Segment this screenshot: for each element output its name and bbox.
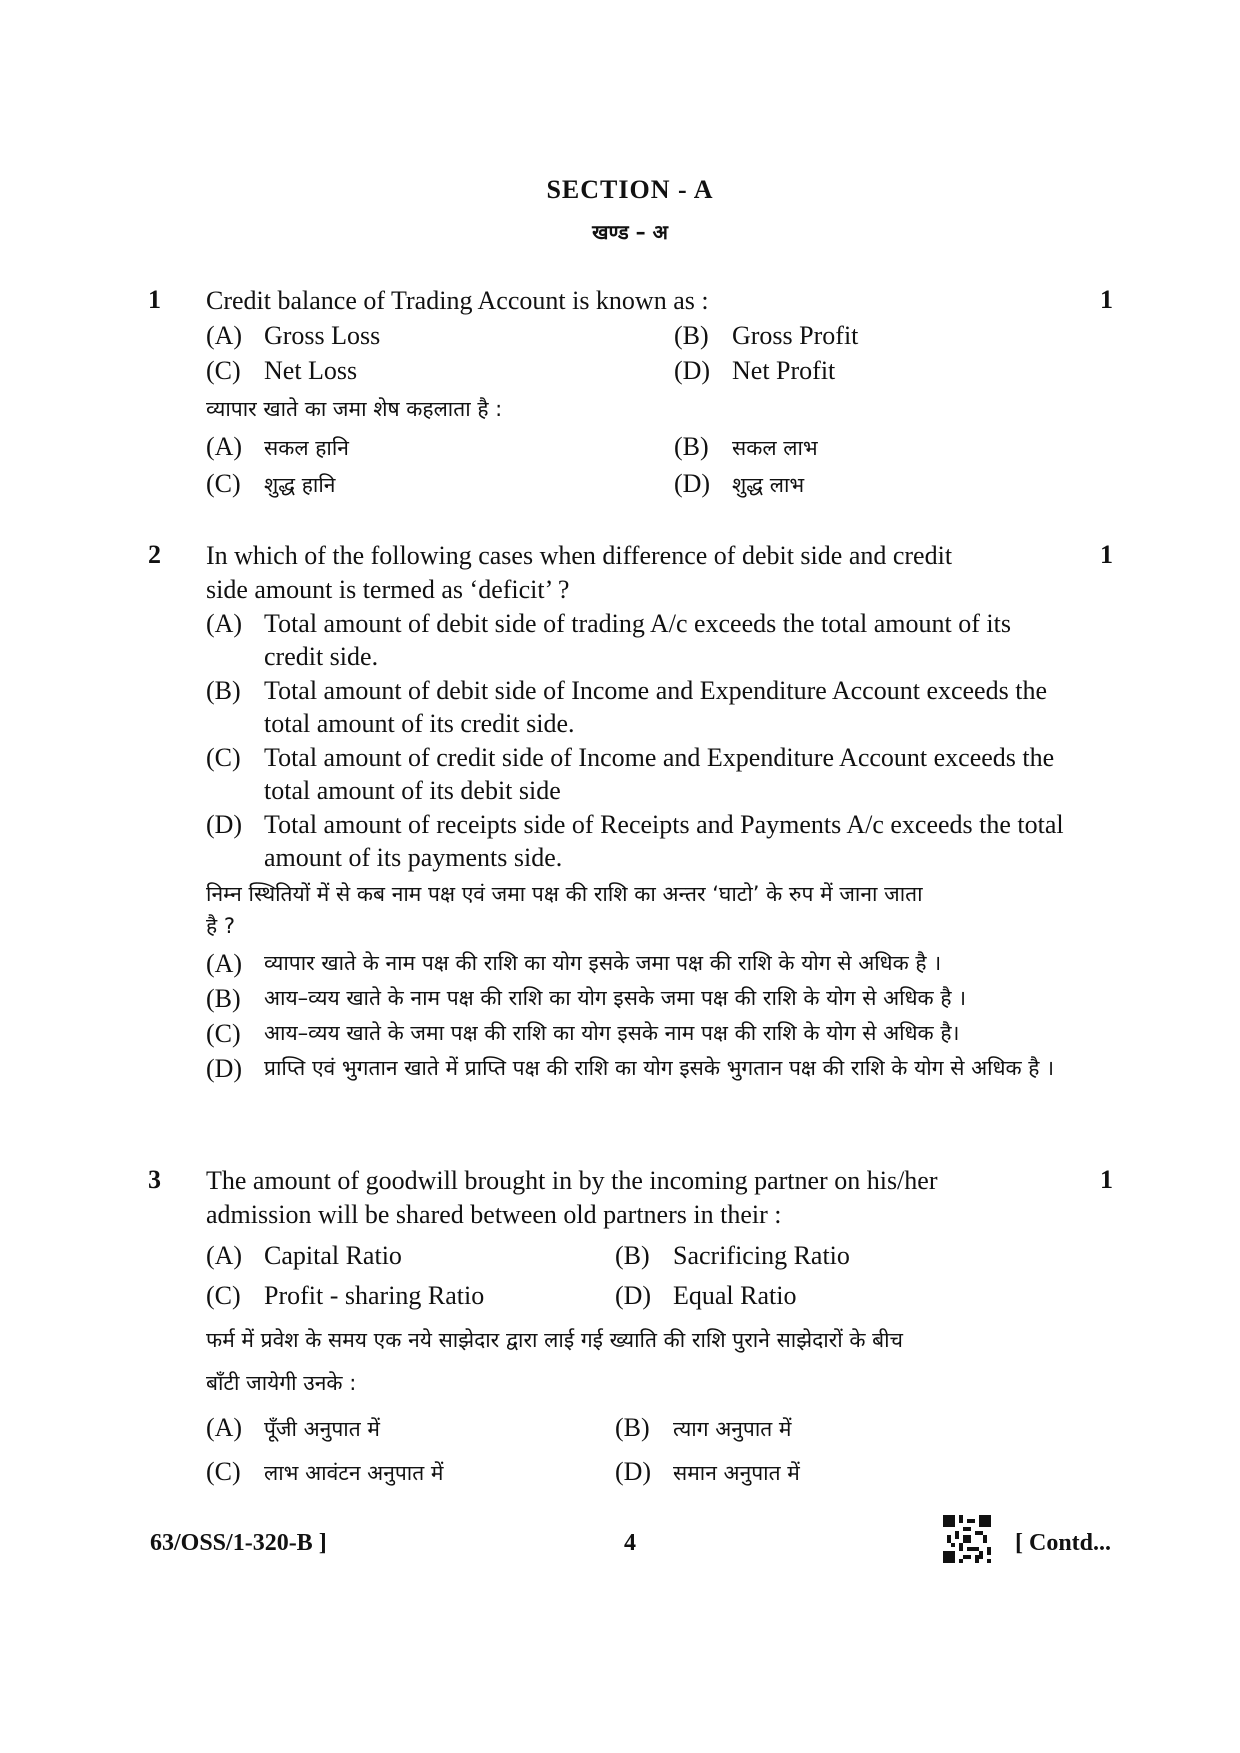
option-c-hindi: (C) शुद्ध हानि bbox=[206, 469, 336, 498]
option-a: (A) Gross Loss bbox=[206, 321, 381, 350]
question-text: admission will be shared between old partners in their : bbox=[206, 1200, 782, 1229]
option-b-hindi: (B) सकल लाभ bbox=[674, 432, 818, 461]
question-text: In which of the following cases when difference of debit side and credit bbox=[206, 541, 953, 570]
option-c: (C) Profit - sharing Ratio bbox=[206, 1281, 485, 1310]
question-marks: 1 bbox=[1100, 285, 1113, 314]
option-a: (A) Total amount of debit side of trading A/c exceeds the total amount of its credit side. bbox=[206, 609, 1011, 671]
question-number: 3 bbox=[148, 1165, 161, 1194]
option-c-hindi: (C) लाभ आवंटन अनुपात में bbox=[206, 1457, 444, 1486]
question-text-hindi: फर्म में प्रवेश के समय एक नये साझेदार द्वारा लाई गई ख्याति की राशि पुराने साझेदारों के बीच bbox=[206, 1328, 903, 1352]
option-b: (B) Sacrificing Ratio bbox=[615, 1241, 850, 1270]
section-title-hindi: खण्ड – अ bbox=[592, 220, 668, 244]
option-a-hindi: (A) व्यापार खाते के नाम पक्ष की राशि का योग इसके जमा पक्ष की राशि के योग से अधिक है । bbox=[206, 949, 942, 978]
section-title: SECTION - A bbox=[546, 175, 714, 204]
option-c-hindi: (C) आय–व्यय खाते के जमा पक्ष की राशि का योग इसके नाम पक्ष की राशि के योग से अधिक है। bbox=[206, 1019, 960, 1048]
option-d: (D) Equal Ratio bbox=[615, 1281, 797, 1310]
option-b: (B) Total amount of debit side of Income and Expenditure Account exceeds the total amount of its credit side. bbox=[206, 676, 1047, 738]
option-a-hindi: (A) सकल हानि bbox=[206, 432, 349, 461]
option-b: (B) Gross Profit bbox=[674, 321, 859, 350]
option-d-hindi: (D) शुद्ध लाभ bbox=[674, 469, 805, 498]
question-number: 1 bbox=[148, 285, 161, 314]
paper-code: 63/OSS/1-320-B ] bbox=[150, 1530, 327, 1556]
option-b-hindi: (B) त्याग अनुपात में bbox=[615, 1413, 792, 1442]
question-marks: 1 bbox=[1100, 540, 1113, 569]
question-text: The amount of goodwill brought in by the incoming partner on his/her bbox=[206, 1166, 938, 1195]
option-d: (D) Net Profit bbox=[674, 356, 836, 385]
option-c: (C) Total amount of credit side of Income and Expenditure Account exceeds the total amount of its debit side bbox=[206, 743, 1055, 805]
page-number: 4 bbox=[624, 1530, 636, 1556]
qr-code-icon bbox=[943, 1515, 991, 1563]
question-marks: 1 bbox=[1100, 1165, 1113, 1194]
question-text-hindi: है ? bbox=[206, 914, 235, 938]
question-number: 2 bbox=[148, 540, 161, 569]
question-text-hindi: बाँटी जायेगी उनके : bbox=[206, 1371, 357, 1395]
option-a-hindi: (A) पूँजी अनुपात में bbox=[206, 1413, 380, 1442]
option-d-hindi: (D) समान अनुपात में bbox=[615, 1457, 800, 1486]
question-text: Credit balance of Trading Account is known as : bbox=[206, 286, 709, 315]
option-b-hindi: (B) आय–व्यय खाते के नाम पक्ष की राशि का योग इसके जमा पक्ष की राशि के योग से अधिक है । bbox=[206, 984, 967, 1013]
question-text-hindi: निम्न स्थितियों में से कब नाम पक्ष एवं जमा पक्ष की राशि का अन्तर ‘घाटो’ के रुप में जाना जाता bbox=[206, 882, 923, 906]
option-d-hindi: (D) प्राप्ति एवं भुगतान खाते में प्राप्ति पक्ष की राशि का योग इसके भुगतान पक्ष की राशि के योग से अधिक है । bbox=[206, 1054, 1055, 1083]
option-a: (A) Capital Ratio bbox=[206, 1241, 402, 1270]
option-c: (C) Net Loss bbox=[206, 356, 358, 385]
continued-label: [ Contd... bbox=[1015, 1530, 1112, 1556]
question-text-hindi: व्यापार खाते का जमा शेष कहलाता है : bbox=[206, 397, 503, 421]
question-text: side amount is termed as ‘deficit’ ? bbox=[206, 575, 570, 604]
option-d: (D) Total amount of receipts side of Receipts and Payments A/c exceeds the total amount of its payments side. bbox=[206, 810, 1064, 872]
